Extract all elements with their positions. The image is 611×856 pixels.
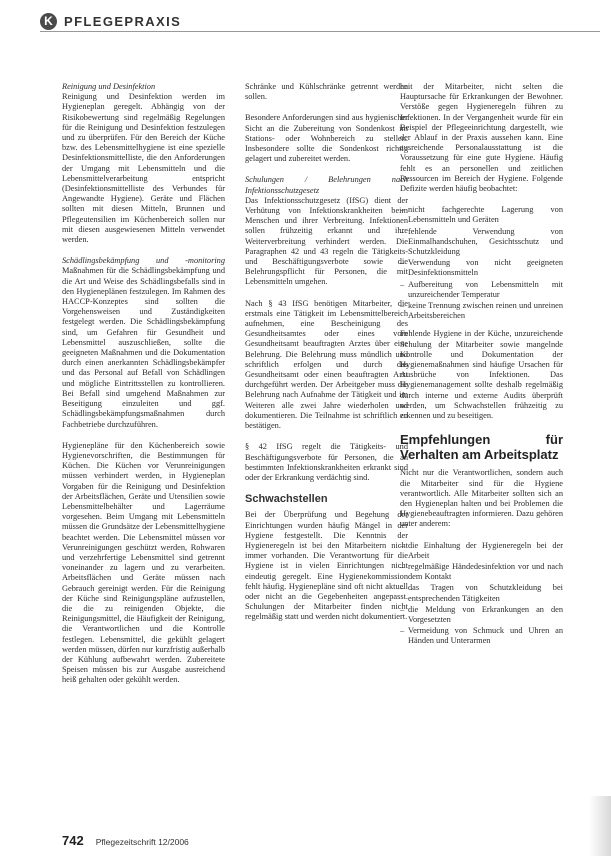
section-title: PFLEGEPRAXIS	[64, 13, 182, 29]
paragraph: Fehlende Hygiene in der Küche, unzureichende Schulung der Mitarbeiter sowie mangelnde Kontrolle und Dokumentation der Hygienemaßnahmen sind häufige Ursachen für Ausbrüche von Infektionen. Das Hygienemanagement sollte deshalb regelmäßig durch interne und externe Audits überprüft werden, um Schwachstellen frühzeitig zu erkennen und zu beseitigen.	[400, 329, 563, 421]
list-item: – Aufbereitung von Lebensmitteln mit unzureichender Temperatur	[400, 280, 563, 300]
list-item: – das Tragen von Schutzkleidung bei entsprechenden Tätigkeiten	[400, 583, 563, 603]
paragraph-text: Reinigung und Desinfektion werden im Hygieneplan geregelt. Abhängig von der Risikobewertung sind regelmäßig Regelungen für die Reinigung und Desinfektion festzulegen und zu überprüfen. Für den Bereich der Küche bzw. des Lebensmittelhygiene ist eine spezielle Desinfektionsmittelliste, die den Anforderungen der Umgang mit Lebensmitteln und die Lebensmittelverarbeitung entspricht (Desinfektionsmittelliste des Verbundes für Angewandte Hygiene). Geräte und Flächen sollten mit diesen Mitteln, Brunnen und Pflegeutensilien im Küchenbereich sollen nur mit diesen ausgewiesenen Mitteln verwendet werden.	[62, 92, 225, 245]
paragraph-lead: Schädlingsbekämpfung und -monitoring	[62, 256, 225, 266]
paragraph-text: Maßnahmen für die Schädlingsbekämpfung und die Art und Weise des Schädlingsbefalls sind in den Hygieneplänen festzulegen. Im Rahmen des HACCP-Konzeptes sind sollten die Vorgehensweisen und Zuständigkeiten festgelegt werden. Die Schädlingsbekämpfung sind, um Gefahren für Gesundheit und Lebensmittel auszuschließen, sollte die geeigneten Maßnahmen und die Dokumentation durch einen anerkannten Schädlingsbekämpfer und das Personal auf Befall von Schädlingen und mögliche Eintrittsstellen zu kontrollieren. Bei Befall sind umgehend Maßnahmen zur Beseitigung einzuleiten und ggf. Schädlingsbekämpfungsmaßnahmen durch Fachbetriebe durchzuführen.	[62, 266, 225, 429]
paragraph: § 42 IfSG regelt die Tätigkeits- und Beschäftigungsverbote für Personen, die an bestimmten Infektionskrankheiten erkrankt sind oder der Erkrankung verdächtig sind.	[245, 442, 408, 482]
paragraph: Hygienepläne für den Küchenbereich sowie Hygienevorschriften, die Bestimmungen für Küchen. Die Küchen vor Verunreinigungen müssen verhindert werden, in Hygieneplan Vorgaben für die Reinigung und Desinfektion der Arbeitsflächen, Geräte und Utensilien sowie Lebensmittelbehälter und Lagerräume vorgesehen. Beim Umgang mit Lebensmitteln müssen die Grundsätze der Lebensmittelhygiene beachtet werden. Die Lebensmittel müssen vor Verunreinigungen geschützt werden, Rohwaren und verzehrfertige Lebensmittel sind getrennt voneinander zu lagern und zu verarbeiten. Arbeitsflächen und Geräte müssen nach Gebrauch gereinigt werden. Für die Reinigung der Küche sind Reinigungspläne aufzustellen, die die zu reinigenden Objekte, die Reinigungsmittel, die Häufigkeit der Reinigung, die Verantwortlichen und die Kontrolle festlegen. Lebensmittel, die gekühlt gelagert werden müssen, dürfen nur kurzfristig außerhalb der Kühlung aufbewahrt werden. Zubereitete Speisen müssen bis zur Ausgabe ausreichend heiß gehalten oder gekühlt werden.	[62, 440, 225, 685]
paragraph	[62, 256, 225, 429]
list-item: – nicht fachgerechte Lagerung von Lebensmitteln und Geräten	[400, 205, 563, 225]
list-item: – keine Trennung zwischen reinen und unreinen Arbeitsbereichen	[400, 301, 563, 321]
subheading: Schulungen / Belehrungen nach Infektionsschutzgesetz	[245, 175, 408, 195]
list-item: – Verwendung von nicht geeigneten Desinfektionsmitteln	[400, 258, 563, 278]
paragraph-text: Das Infektionsschutzgesetz (IfSG) dient der Verhütung von Infektionskrankheiten beim Menschen und ihrer Verbreitung. Infektionen sollen frühzeitig erkannt und ihre Weiterverbreitung verhindert werden. Die Paragraphen 42 und 43 regeln die Tätigkeits- und Beschäftigungsverbote sowie die Belehrungspflicht für Personen, die mit Lebensmitteln umgehen.	[245, 195, 408, 287]
journal-citation: Pflegezeitschrift 12/2006	[95, 837, 189, 847]
list-item: – fehlende Verwendung von Einmalhandschuhen, Gesichtsschutz und Schutzkleidung	[400, 227, 563, 258]
bullet-list	[400, 205, 563, 321]
text-column-2	[245, 82, 408, 634]
paragraph: Besondere Anforderungen sind aus hygienischer Sicht an die Zubereitung von Sondenkost im Stations- oder Wohnbereich zu stellen. Insbesondere sollte die Sondenkost richtig gelagert und zubereitet werden.	[245, 113, 408, 164]
text-column-3	[400, 82, 563, 655]
list-item: – die Einhaltung der Hygieneregeln bei der Arbeit	[400, 541, 563, 561]
paragraph	[245, 175, 408, 287]
section-heading: Schwachstellen	[245, 493, 328, 506]
paragraph-lead: Reinigung und Desinfektion	[62, 82, 156, 91]
paragraph: Schränke und Kühlschränke getrennt werden sollen.	[245, 82, 408, 102]
paragraph: Nach § 43 IfSG benötigen Mitarbeiter, die erstmals eine Tätigkeit im Lebensmittelbereich aufnehmen, eine Bescheinigung des Gesundheitsamtes oder eines vom Gesundheitsamt beauftragten Arztes über eine Belehrung. Die Belehrung muss mündlich und schriftlich erfolgen und durch das Gesundheitsamt oder einen beauftragten Arzt durchgeführt werden. Der Arbeitgeber muss die Belehrung nach Aufnahme der Tätigkeit und im Weiteren alle zwei Jahre wiederholen und dokumentieren. Die Teilnahme ist schriftlich zu bestätigen.	[245, 298, 408, 431]
text-column-1	[62, 82, 225, 697]
recommendations-heading: Empfehlungen für Verhalten am Arbeitsplatz	[400, 432, 563, 463]
paragraph: heit der Mitarbeiter, nicht selten die Hauptursache für Erkrankungen der Bewohner. Verstöße gegen Hygieneregeln führen zu Infektionen. In der Vergangenheit wurde für ein Beispiel der Pflegeeinrichtung dargestellt, wie der Ablauf in der Praxis aussehen kann. Eine ausreichende Personalausstattung ist die Voraussetzung für eine gute Hygiene. Häufig fehlt es an personellen und zeitlichen Ressourcen im Bereich der Hygiene. Folgende Defizite werden häufig beobachtet:	[400, 82, 563, 194]
paragraph	[62, 82, 225, 245]
list-item: – regelmäßige Händedesinfektion vor und nach dem Kontakt	[400, 562, 563, 582]
bullet-list	[400, 541, 563, 647]
journal-logo-icon	[40, 13, 57, 30]
page-number: 742	[62, 833, 84, 848]
paragraph: Nicht nur die Verantwortlichen, sondern auch die Mitarbeiter sind für die Hygiene verantwortlich. Alle Mitarbeiter sollten sich an den Hygieneplan halten und bei Problemen die Hygienebeauftragten informieren. Dazu gehören unter anderem:	[400, 468, 563, 529]
page-edge-shadow	[589, 796, 611, 856]
list-item: – die Meldung von Erkrankungen an den Vorgesetzten	[400, 605, 563, 625]
header-rule	[40, 31, 600, 32]
paragraph: Bei der Überprüfung und Begehung der Einrichtungen wurden häufig Mängel in der Hygiene festgestellt. Die Kenntnis der Hygieneregeln ist bei den Mitarbeitern nicht immer vorhanden. Die Verantwortung für die Hygiene ist in vielen Einrichtungen nicht eindeutig geregelt. Eine Hygienekommission fehlt häufig. Hygienepläne sind oft nicht aktuell oder nicht an die Gegebenheiten angepasst. Schulungen der Mitarbeiter finden nicht regelmäßig statt und werden nicht dokumentiert.	[245, 510, 408, 622]
page-footer	[62, 833, 189, 848]
list-item: – Vermeidung von Schmuck und Uhren an Händen und Unterarmen	[400, 626, 563, 646]
logo-letter: K	[44, 14, 53, 28]
